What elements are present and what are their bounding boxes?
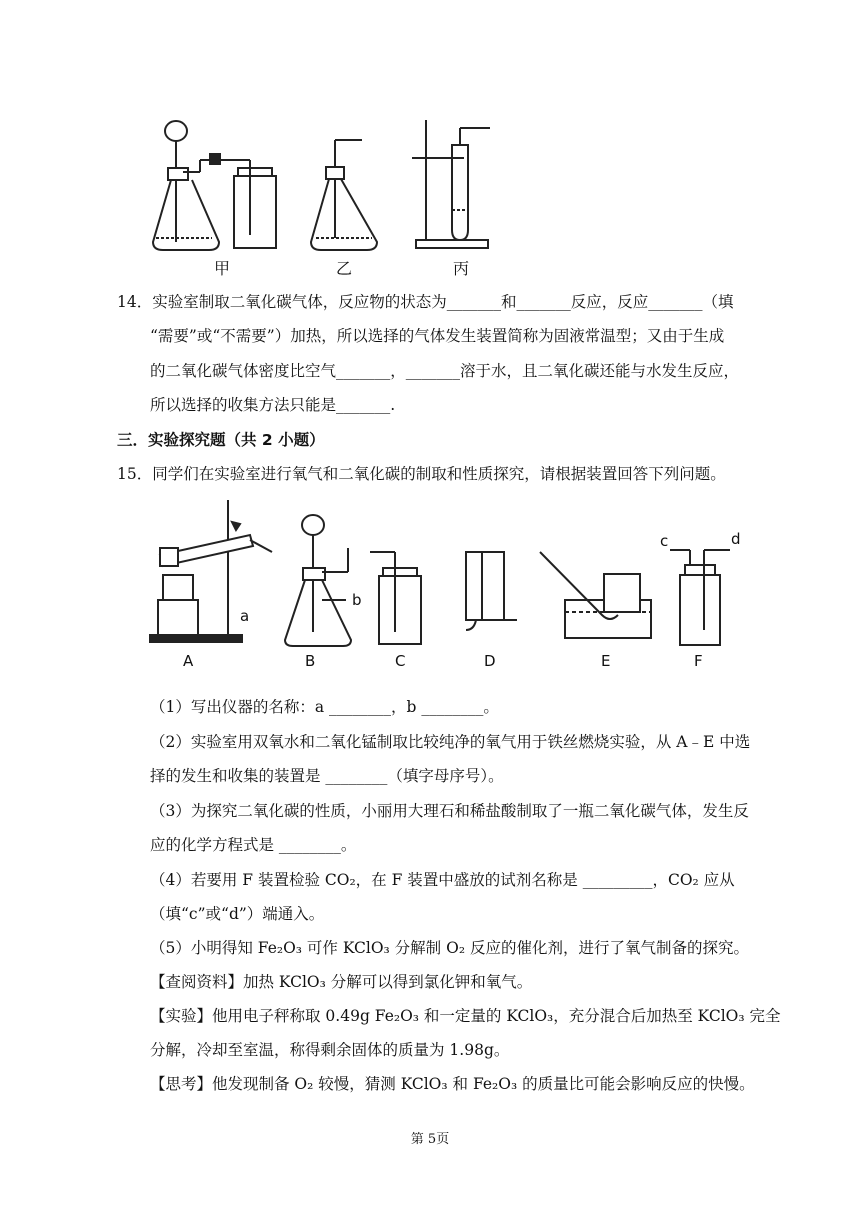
figure-label-bing: 丙 xyxy=(453,259,470,278)
question-14-line-3: 的二氧化碳气体密度比空气_______，_______溶于水，且二氧化碳还能与水发生反应， xyxy=(150,362,740,380)
question-15-line-3: 择的发生和收集的装置是 ________（填字母序号）。 xyxy=(150,767,504,785)
question-15-line-10: 【实验】他用电子秤称取 0.49g Fe₂O₃ 和一定量的 KClO₃，充分混合后加热至 KClO₃ 完全 xyxy=(150,1007,781,1025)
question-15-line-12: 【思考】他发现制备 O₂ 较慢，猜测 KClO₃ 和 Fe₂O₃ 的质量比可能会影响反应的快慢。 xyxy=(150,1075,755,1093)
page-number: 第 5页 xyxy=(410,1132,450,1147)
question-15-intro: 15．同学们在实验室进行氧气和二氧化碳的制取和性质探究，请根据装置回答下列问题。 xyxy=(117,465,726,483)
question-15-line-2: （2）实验室用双氧水和二氧化锰制取比较纯净的氧气用于铁丝燃烧实验，从 A﹣E 中选 xyxy=(150,733,751,751)
apparatus-label-a-letter: A xyxy=(183,652,194,670)
question-15-line-9: 【查阅资料】加热 KClO₃ 分解可以得到氯化钾和氧气。 xyxy=(150,973,533,991)
instrument-mark-a: a xyxy=(240,607,250,625)
section-heading: 三．实验探究题（共 2 小题） xyxy=(117,431,325,449)
apparatus-label-f-letter: F xyxy=(694,652,703,670)
question-15-line-1: （1）写出仪器的名称：a ________，b ________。 xyxy=(150,698,499,716)
figure-label-yi: 乙 xyxy=(336,259,353,278)
instrument-mark-d: d xyxy=(731,530,741,548)
question-15-line-5: 应的化学方程式是 ________。 xyxy=(150,836,357,854)
apparatus-label-e-letter: E xyxy=(601,652,611,670)
question-15-line-6: （4）若要用 F 装置检验 CO₂，在 F 装置中盛放的试剂名称是 _________，CO₂ 应从 xyxy=(150,871,735,889)
apparatus-label-b-letter: B xyxy=(305,652,316,670)
question-14-line-2: “需要”或“不需要”）加热，所以选择的气体发生装置简称为固液常温型；又由于生成 xyxy=(150,327,725,345)
question-15-line-7: （填“c”或“d”）端通入。 xyxy=(150,905,325,923)
question-14-line-4: 所以选择的收集方法只能是_______. xyxy=(150,396,396,414)
instrument-mark-c: c xyxy=(660,532,669,550)
instrument-mark-b: b xyxy=(352,591,362,609)
question-14-line-1: 14．实验室制取二氧化碳气体，反应物的状态为_______和_______反应，反应_______（填 xyxy=(117,293,734,311)
figure-label-jia: 甲 xyxy=(214,259,231,278)
question-15-line-4: （3）为探究二氧化碳的性质，小丽用大理石和稀盐酸制取了一瓶二氧化碳气体，发生反 xyxy=(150,802,749,820)
apparatus-label-c-letter: C xyxy=(395,652,406,670)
apparatus-label-d-letter: D xyxy=(484,652,496,670)
question-15-line-8: （5）小明得知 Fe₂O₃ 可作 KClO₃ 分解制 O₂ 反应的催化剂，进行了氧气制备的探究。 xyxy=(150,939,749,957)
question-15-line-11: 分解，冷却至室温，称得剩余固体的质量为 1.98g。 xyxy=(150,1041,510,1059)
